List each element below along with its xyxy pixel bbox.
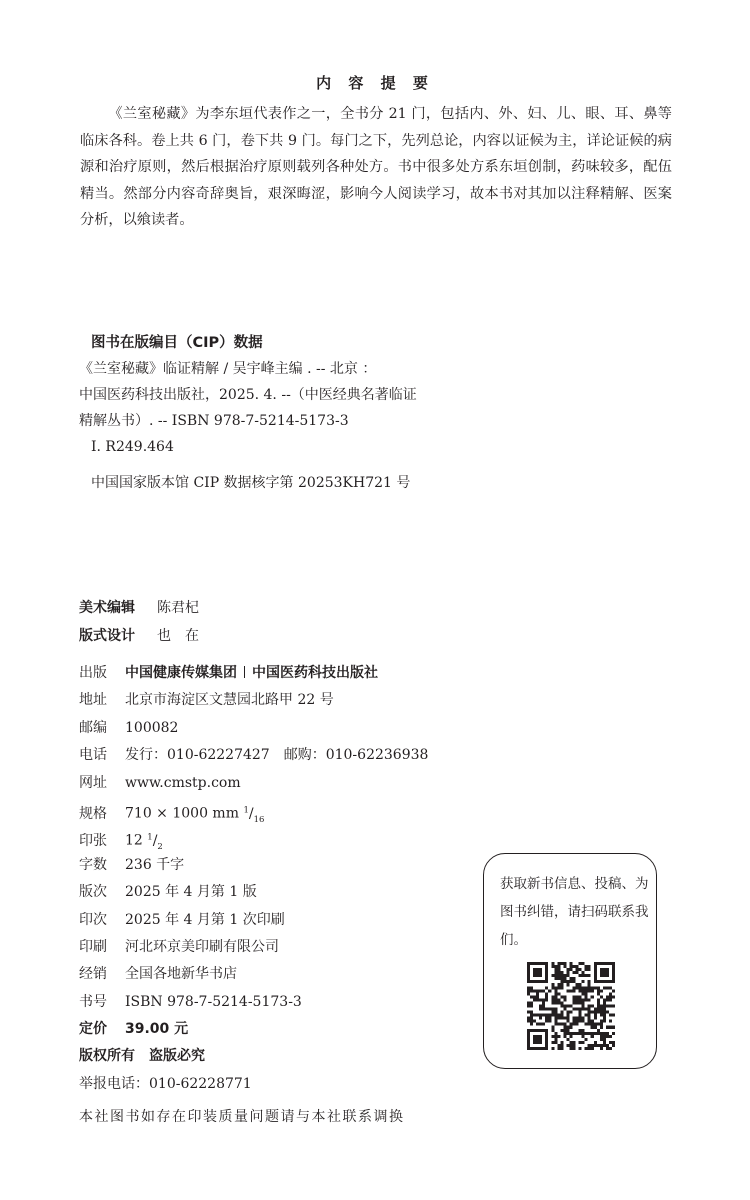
website-link[interactable]: www.cmstp.com (125, 774, 241, 791)
info-value: 39.00 元 (125, 1021, 189, 1038)
info-printer (79, 934, 428, 961)
info-label: 印张 (79, 833, 107, 849)
info-value: 2025 年 4 月第 1 版 (125, 884, 257, 901)
summary-text (80, 101, 672, 234)
info-isbn (79, 989, 428, 1016)
sheets-fraction: $^1/_2$ (147, 832, 163, 852)
info-label: 邮编 (79, 719, 107, 736)
cip-classification: Ⅰ. R249.464 (91, 439, 174, 455)
info-value: 2025 年 4 月第 1 次印刷 (125, 911, 285, 928)
divider (244, 666, 245, 678)
info-value: 12 (125, 833, 148, 849)
staff-value: 也 在 (157, 628, 199, 644)
info-address (79, 687, 428, 714)
format-fraction: $^1/_{16}$ (243, 804, 265, 825)
info-label: 印次 (79, 911, 107, 928)
staff-value: 陈君杞 (157, 600, 199, 616)
fraction-denominator: 16 (253, 814, 265, 825)
summary-paragraph: 《兰室秘藏》为李东垣代表作之一，全书分 21 门，包括内、外、妇、儿、眼、耳、鼻等临床各科。卷上共 6 门，卷下共 9 门。每门之下，先列总论，内容以证候为主，详论证候的病源和治疗原则，然后根据治疗原则载列各种处方。书中很多处方系东垣创制，药味较多，配伍精当。然部分内容奇辞奥旨，艰深晦涩，影响今人阅读学习，故本书对其加以注释精解、医案分析，以飨读者。 (80, 106, 672, 228)
staff-label: 美术编辑 (79, 600, 135, 616)
info-value: 发行：010-62227427 邮购：010-62236938 (125, 747, 429, 764)
info-label: 电话 (79, 747, 107, 764)
info-edition (79, 879, 428, 906)
info-publisher (79, 660, 428, 687)
info-value: ISBN 978-7-5214-5173-3 (125, 993, 302, 1010)
publication-info (79, 660, 428, 1098)
info-label: 印刷 (79, 938, 107, 955)
qr-caption: 获取新书信息、投稿、为图书纠错，请扫码联系我们。 (500, 876, 649, 948)
staff-label: 版式设计 (79, 628, 135, 644)
info-value: 236 千字 (125, 856, 185, 873)
info-postcode (79, 715, 428, 742)
quality-notice: 本社图书如存在印装质量问题请与本社联系调换 (79, 1109, 405, 1125)
info-label: 字数 (79, 856, 107, 873)
info-label: 网址 (79, 774, 107, 791)
info-distributor (79, 961, 428, 988)
info-words (79, 852, 428, 879)
summary-title: 内 容 提 要 (316, 74, 434, 92)
info-label: 书号 (79, 993, 107, 1010)
info-label: 地址 (79, 692, 107, 709)
staff-art-editor (79, 597, 199, 617)
info-value: 北京市海淀区文慧园北路甲 22 号 (125, 692, 334, 709)
info-phone (79, 742, 428, 769)
info-website (79, 770, 428, 797)
info-label: 版次 (79, 884, 107, 901)
cip-line: 中国医药科技出版社，2025. 4. --（中医经典名著临证 (79, 387, 417, 403)
cip-record (79, 356, 417, 460)
qr-panel (483, 853, 657, 1069)
qr-code-icon[interactable] (527, 962, 615, 1050)
fraction-denominator: 2 (157, 841, 163, 852)
cip-heading: 图书在版编目（CIP）数据 (91, 335, 263, 351)
publisher-group: 中国健康传媒集团 (125, 665, 237, 681)
info-sheets (79, 824, 428, 851)
info-format (79, 797, 428, 824)
cip-record-number: 中国国家版本馆 CIP 数据核字第 20253KH721 号 (91, 475, 411, 491)
info-label: 定价 (79, 1021, 107, 1038)
info-label: 出版 (79, 665, 107, 681)
info-price (79, 1016, 428, 1043)
staff-layout-designer (79, 625, 199, 645)
info-value: 河北环京美印刷有限公司 (125, 938, 279, 955)
fraction-numerator: 1 (243, 804, 249, 815)
info-impression (79, 907, 428, 934)
info-rights: 版权所有 盗版必究 (79, 1048, 205, 1065)
publisher-name: 中国医药科技出版社 (252, 665, 378, 681)
cip-line: 《兰室秘藏》临证精解 / 吴宇峰主编 . -- 北京 ： (79, 361, 377, 377)
info-value: 100082 (125, 719, 179, 736)
cip-line: 精解丛书）. -- ISBN 978-7-5214-5173-3 (79, 413, 349, 429)
fraction-numerator: 1 (147, 832, 153, 843)
info-label: 经销 (79, 966, 107, 983)
info-label: 规格 (79, 805, 107, 822)
info-value: 710 × 1000 mm (125, 805, 239, 822)
info-report-phone: 举报电话：010-62228771 (79, 1075, 252, 1092)
info-value: 全国各地新华书店 (125, 966, 237, 983)
